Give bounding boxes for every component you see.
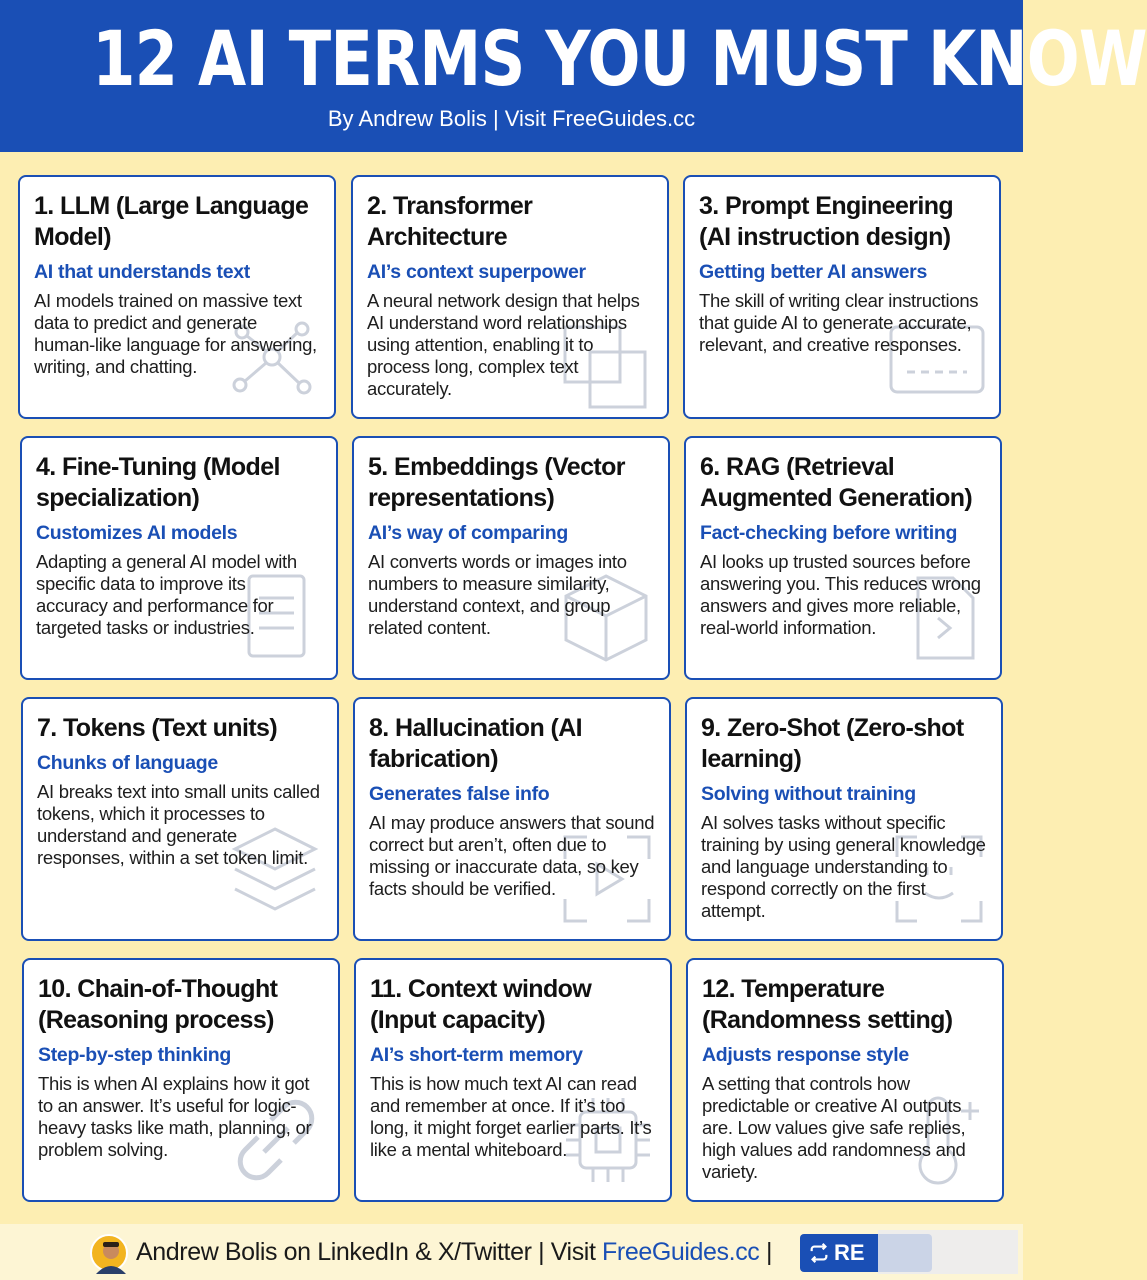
card-subtitle: AI’s context superpower [367, 261, 586, 283]
card-subtitle: AI’s way of comparing [368, 522, 568, 544]
card-title: 10. Chain-of-Thought (Reasoning process) [38, 975, 278, 1034]
card-title: 11. Context window (Input capacity) [370, 975, 592, 1034]
card-description: AI converts words or images into numbers to measure similarity, understand context, and group related content. [368, 551, 627, 638]
term-card-temperature [686, 958, 1004, 1202]
term-card-transformer [351, 175, 669, 419]
card-title: 2. Transformer Architecture [367, 192, 533, 251]
card-description: Adapting a general AI model with specific data to improve its accuracy and performance for targeted tasks or industries. [36, 551, 297, 638]
byline-text: By Andrew Bolis | Visit [327, 106, 553, 131]
byline-link[interactable]: FreeGuides.cc [552, 106, 696, 131]
card-subtitle: Customizes AI models [36, 522, 238, 544]
term-card-llm [18, 175, 336, 419]
card-title: 1. LLM (Large Language Model) [34, 192, 309, 251]
card-subtitle: Step-by-step thinking [38, 1044, 232, 1066]
page-title: 12 AI TERMS YOU MUST KNOW [92, 14, 1147, 103]
card-description: AI breaks text into small units called tokens, which it processes to understand and generate responses, within a set token limit. [37, 781, 320, 868]
card-title: 3. Prompt Engineering (AI instruction design) [699, 192, 954, 251]
terms-grid [18, 175, 1006, 1205]
footer-text: Andrew Bolis on LinkedIn & X/Twitter | Visit [136, 1238, 603, 1266]
term-card-zero-shot [685, 697, 1003, 941]
card-title: 7. Tokens (Text units) [37, 714, 278, 742]
card-description: This is how much text AI can read and remember at once. If it’s too long, it might forget earlier parts. It’s like a mental whiteboard. [370, 1073, 652, 1160]
card-description: AI solves tasks without specific training by using general knowledge and language understanding to respond correctly on the first attempt. [701, 812, 986, 921]
card-description: AI looks up trusted sources before answering you. This reduces wrong answers and gives more reliable, real-world information. [700, 551, 981, 638]
term-card-context-window [354, 958, 672, 1202]
card-title: 5. Embeddings (Vector representations) [368, 453, 625, 512]
card-subtitle: AI that understands text [34, 261, 250, 283]
footer-bar [0, 1224, 1023, 1280]
footer-link[interactable]: FreeGuides.cc [602, 1238, 760, 1266]
avatar [90, 1234, 128, 1272]
card-subtitle: Generates false info [369, 783, 550, 805]
term-card-embeddings [352, 436, 670, 680]
card-title: 8. Hallucination (AI fabrication) [369, 714, 583, 773]
card-title: 6. RAG (Retrieval Augmented Generation) [700, 453, 973, 512]
card-description: AI may produce answers that sound correct but aren’t, often due to missing or inaccurate data, so key facts should be verified. [369, 812, 655, 899]
card-description: This is when AI explains how it got to an answer. It’s useful for logic-heavy tasks like math, planning, or problem solving. [38, 1073, 312, 1160]
term-card-chain-of-thought [22, 958, 340, 1202]
card-subtitle: Getting better AI answers [699, 261, 927, 283]
card-description: A setting that controls how predictable or creative AI outputs are. Low values give safe replies, high values add randomness and variety. [702, 1073, 966, 1182]
footer-credit [136, 1236, 772, 1268]
card-title: 12. Temperature (Randomness setting) [702, 975, 953, 1034]
footer-separator: | [759, 1238, 773, 1266]
card-subtitle: Adjusts response style [702, 1044, 909, 1066]
byline [0, 104, 1023, 134]
card-description: A neural network design that helps AI understand word relationships using attention, enabling it to process long, complex text accurately. [367, 290, 640, 399]
repost-icon [808, 1242, 830, 1264]
card-description: AI models trained on massive text data to predict and generate human-like language for answering, writing, and chatting. [34, 290, 317, 377]
watermark-overlay [878, 1230, 1018, 1274]
card-title: 9. Zero-Shot (Zero-shot learning) [701, 714, 964, 773]
term-card-rag [684, 436, 1002, 680]
term-card-prompt-engineering [683, 175, 1001, 419]
card-subtitle: Solving without training [701, 783, 916, 805]
repost-label: RE [834, 1240, 865, 1265]
header-banner [0, 0, 1147, 152]
card-subtitle: AI’s short-term memory [370, 1044, 583, 1066]
term-card-tokens [21, 697, 339, 941]
term-card-fine-tuning [20, 436, 338, 680]
card-subtitle: Chunks of language [37, 752, 218, 774]
card-subtitle: Fact-checking before writing [700, 522, 958, 544]
card-title: 4. Fine-Tuning (Model specialization) [36, 453, 280, 512]
term-card-hallucination [353, 697, 671, 941]
card-description: The skill of writing clear instructions that guide AI to generate accurate, relevant, and creative responses. [699, 290, 979, 355]
